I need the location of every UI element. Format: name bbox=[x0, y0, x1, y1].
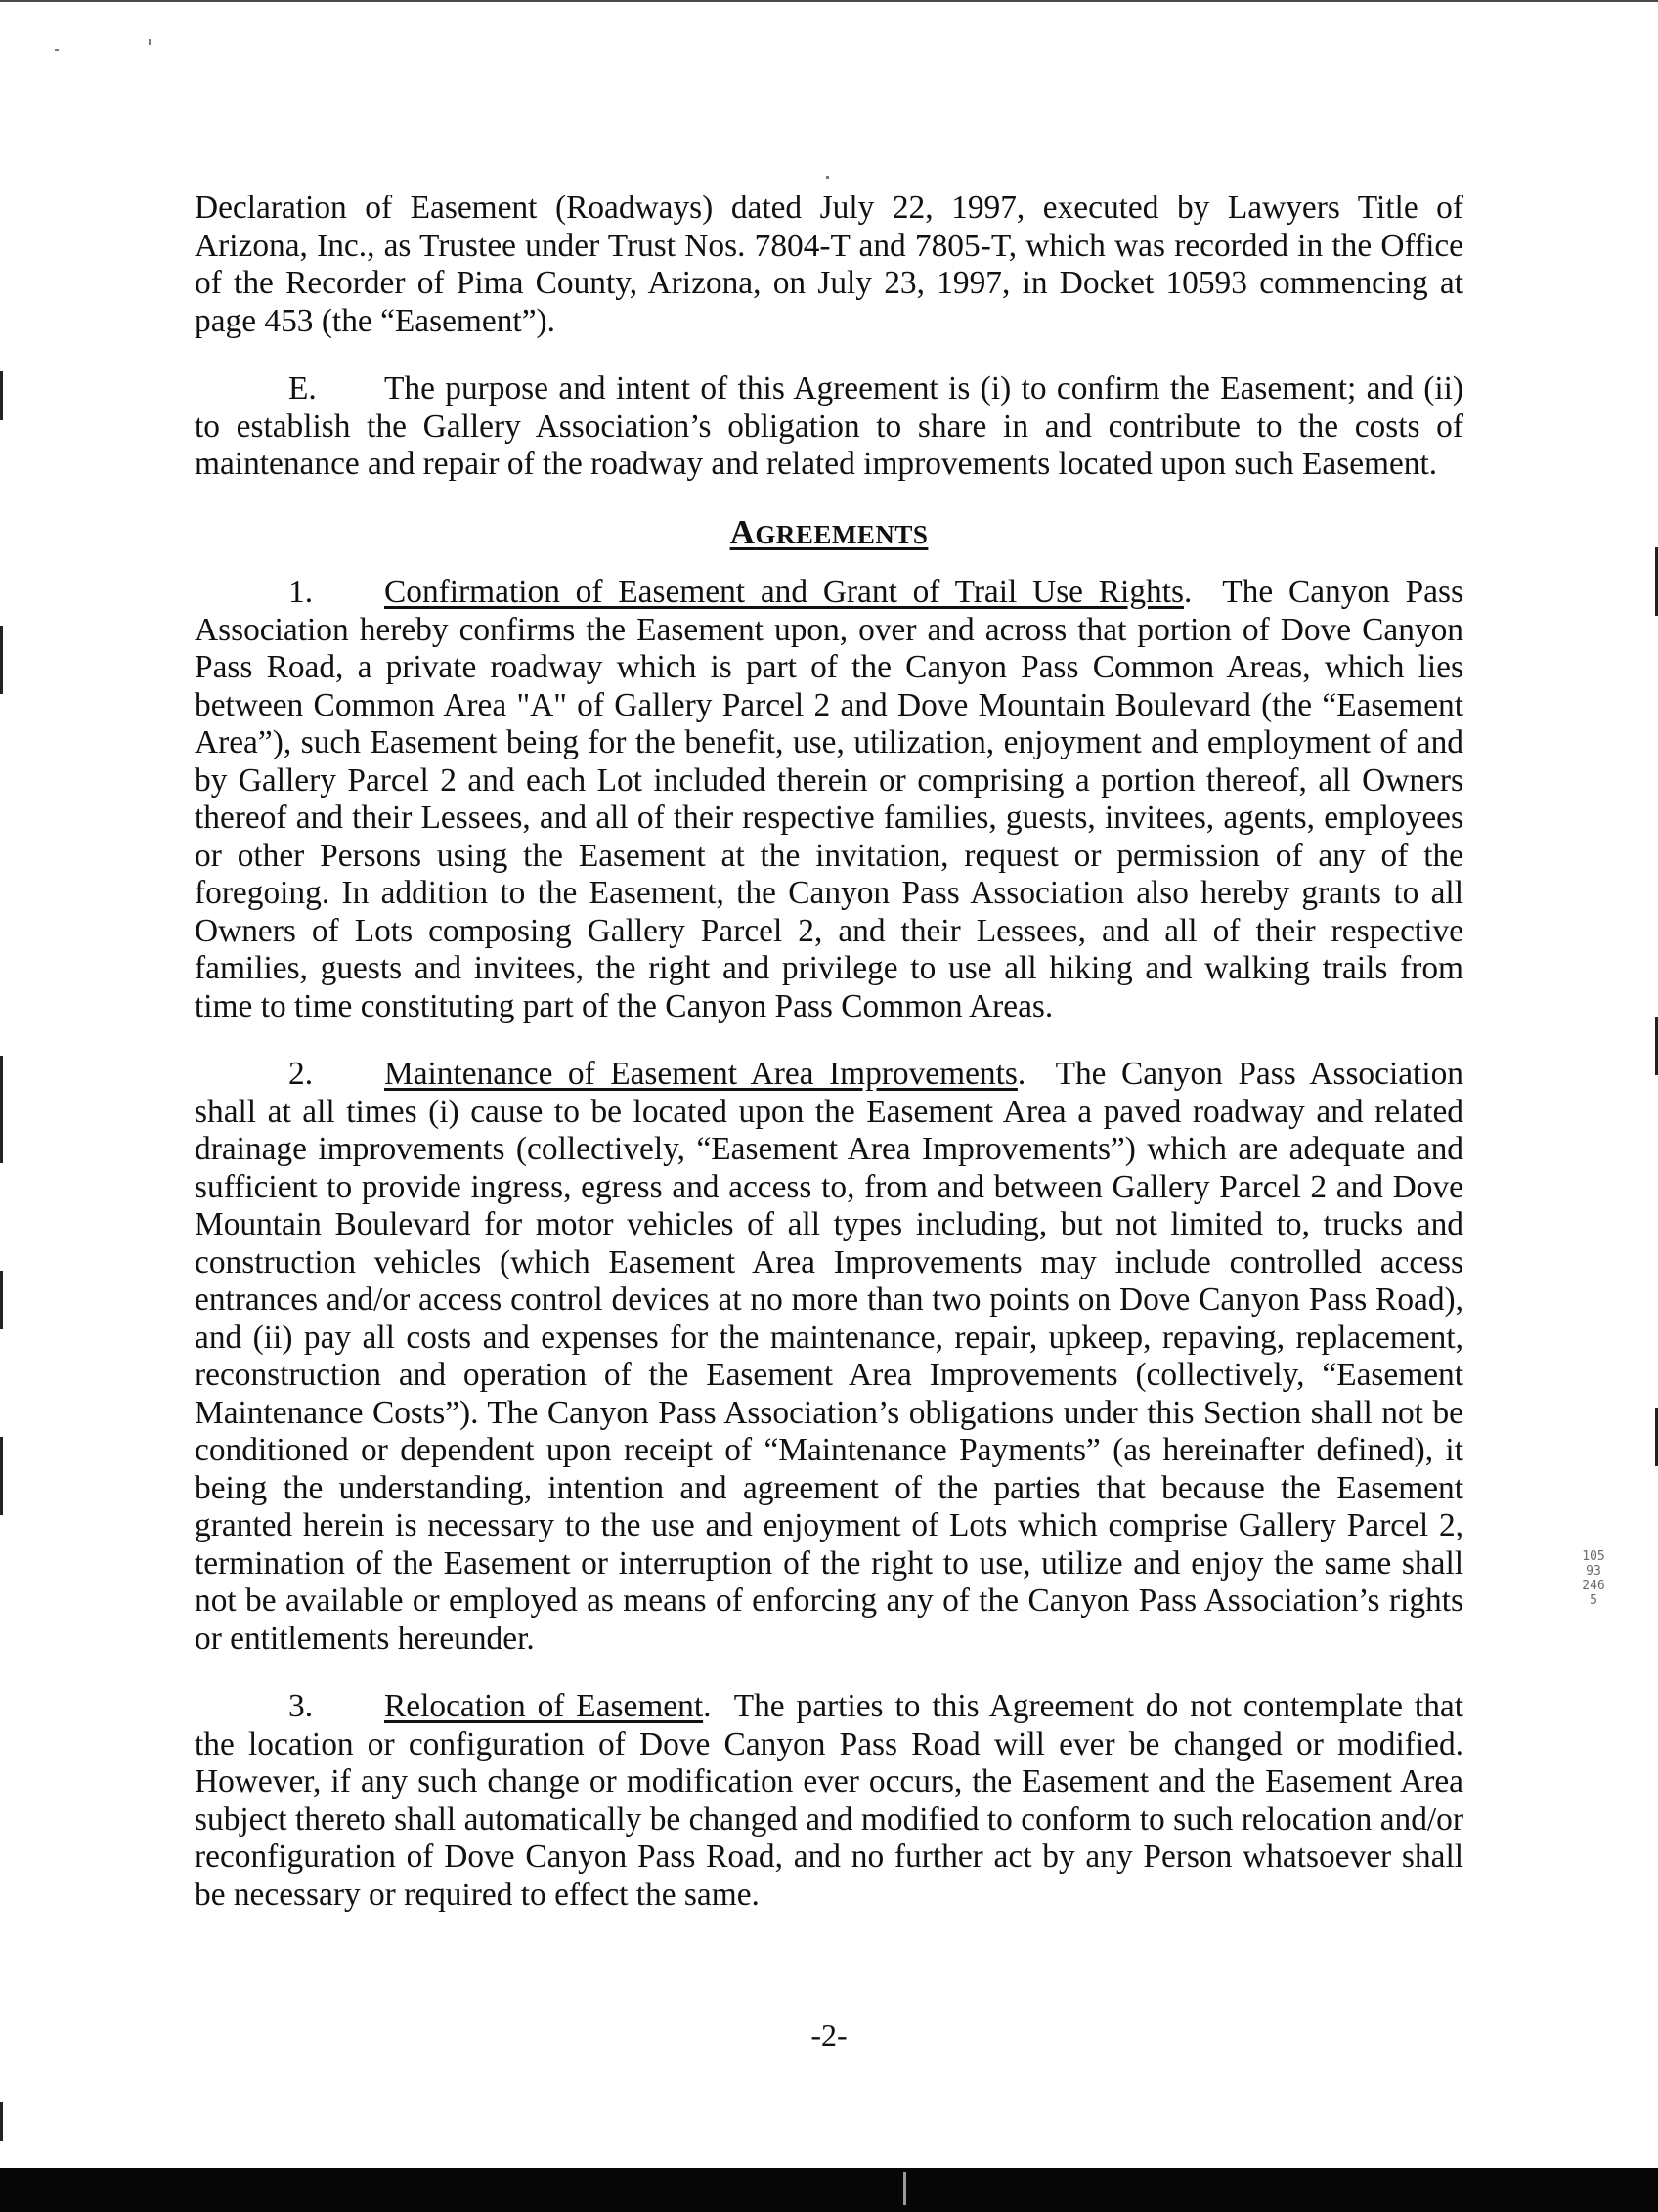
heading-rest: GREEMENTS bbox=[755, 519, 929, 549]
intro-text: Declaration of Easement (Roadways) dated July 22, 1997, executed by Lawyers Title of Arizona, Inc., as Trustee under Trust Nos. 7804-T and 7805-T, which was recorded in the Office of the Recorder of Pima County, Arizona, on July 23, 1997, in Docket 10593 commencing at page 453 (the “Easement”). bbox=[195, 190, 1463, 339]
section-2-text: The Canyon Pass Association shall at all times (i) cause to be located upon the Easement Area a paved roadway and related drainage improvements (collectively, “Easement Area Improvements”) which are adequate and sufficient to provide ingress, egress and access to, from and between Gallery Parcel 2 and Dove Mountain Boulevard for motor vehicles of all types including, but not limited to, trucks and construction vehicles (which Easement Area Improvements may include controlled access entrances and/or access control devices at no more than two points on Dove Canyon Pass Road), and (ii) pay all costs and expenses for the maintenance, repair, upkeep, repaving, replacement, reconstruction and operation of the Easement Area Improvements (collectively, “Easement Maintenance Costs”). The Canyon Pass Association’s obligations under this Section shall not be conditioned or dependent upon receipt of “Maintenance Payments” (as hereinafter defined), it being the understanding, intention and agreement of the parties that because the Easement granted herein is necessary to the use and enjoyment of Lots which comprise Gallery Parcel 2, termination of the Easement or interruption of the right to use, utilize and enjoy the same shall not be available or employed as means of enforcing any of the Canyon Pass Association’s rights or entitlements hereunder. bbox=[195, 1056, 1463, 1657]
heading-first-letter: A bbox=[729, 512, 756, 551]
section-1: 1. Confirmation of Easement and Grant of Trail Use Rights. The Canyon Pass Association hereby confirms the Easement upon, over and across that portion of Dove Canyon Pass Road, a private roadway which is part of the Canyon Pass Common Areas, which lies between Common Area "A" of Gallery Parcel 2 and Dove Mountain Boulevard (the “Easement Area”), such Easement being for the benefit, use, utilization, enjoyment and employment of and by Gallery Parcel 2 and each Lot included therein or comprising a portion thereof, all Owners thereof and their Lessees, and all of their respective families, guests, invitees, agents, employees or other Persons using the Easement at the invitation, request or permission of any of the foregoing. In addition to the Easement, the Canyon Pass Association also hereby grants to all Owners of Lots composing Gallery Parcel 2, and their Lessees, and all of their respective families, guests and invitees, the right and privilege to use all hiking and walking trails from time to time constituting part of the Canyon Pass Common Areas. bbox=[195, 574, 1463, 1024]
intro-paragraph bbox=[195, 190, 1463, 340]
recital-e bbox=[195, 370, 1463, 484]
section-3-number: 3. bbox=[288, 1688, 314, 1724]
recording-stamp: 10593 2465 bbox=[1582, 1549, 1605, 1608]
section-3-title: Relocation of Easement bbox=[384, 1688, 704, 1724]
section-3: 3. Relocation of Easement. The parties to this Agreement do not contemplate that the location or configuration of Dove Canyon Pass Road will ever be changed or modified. However, if any such change or modification ever occurs, the Easement and the Easement Area subject thereto shall automatically be changed and modified to conform to such relocation and/or reconfiguration of Dove Canyon Pass Road, and no further act by any Person whatsoever shall be necessary or required to effect the same. bbox=[195, 1688, 1463, 1913]
agreements-heading bbox=[195, 514, 1463, 554]
recital-e-label: E. bbox=[288, 370, 317, 407]
section-2-number: 2. bbox=[288, 1056, 314, 1092]
scan-speck bbox=[826, 176, 829, 179]
scan-top-edge bbox=[0, 0, 1658, 2]
recital-e-text: The purpose and intent of this Agreement is (i) to confirm the Easement; and (ii) to establish the Gallery Association’s obligation to share in and contribute to the costs of maintenance and repair of the roadway and related improvements located upon such Easement. bbox=[195, 370, 1463, 482]
scan-bottom-bar bbox=[0, 2168, 1658, 2212]
scan-bottom-tick bbox=[903, 2172, 906, 2205]
scan-speck bbox=[55, 49, 59, 51]
section-1-text: The Canyon Pass Association hereby confirms the Easement upon, over and across that portion of Dove Canyon Pass Road, a private roadway which is part of the Canyon Pass Common Areas, which lies between Common Area "A" of Gallery Parcel 2 and Dove Mountain Boulevard (the “Easement Area”), such Easement being for the benefit, use, utilization, enjoyment and employment of and by Gallery Parcel 2 and each Lot included therein or comprising a portion thereof, all Owners thereof and their Lessees, and all of their respective families, guests, invitees, agents, employees or other Persons using the Easement at the invitation, request or permission of any of the foregoing. In addition to the Easement, the Canyon Pass Association also hereby grants to all Owners of Lots composing Gallery Parcel 2, and their Lessees, and all of their respective families, guests and invitees, the right and privilege to use all hiking and walking trails from time to time constituting part of the Canyon Pass Common Areas. bbox=[195, 574, 1463, 1024]
scan-edge-mark bbox=[0, 371, 3, 420]
scan-speck bbox=[149, 39, 151, 45]
scan-edge-mark bbox=[0, 1056, 3, 1163]
section-1-title: Confirmation of Easement and Grant of Trail Use Rights bbox=[384, 574, 1184, 610]
section-2: 2. Maintenance of Easement Area Improvements. The Canyon Pass Association shall at all times (i) cause to be located upon the Easement Area a paved roadway and related drainage improvements (collectively, “Easement Area Improvements”) which are adequate and sufficient to provide ingress, egress and access to, from and between Gallery Parcel 2 and Dove Mountain Boulevard for motor vehicles of all types including, but not limited to, trucks and construction vehicles (which Easement Area Improvements may include controlled access entrances and/or access control devices at no more than two points on Dove Canyon Pass Road), and (ii) pay all costs and expenses for the maintenance, repair, upkeep, repaving, replacement, reconstruction and operation of the Easement Area Improvements (collectively, “Easement Maintenance Costs”). The Canyon Pass Association’s obligations under this Section shall not be conditioned or dependent upon receipt of “Maintenance Payments” (as hereinafter defined), it being the understanding, intention and agreement of the parties that because the Easement granted herein is necessary to the use and enjoyment of Lots which comprise Gallery Parcel 2, termination of the Easement or interruption of the right to use, utilize and enjoy the same shall not be available or employed as means of enforcing any of the Canyon Pass Association’s rights or entitlements hereunder. bbox=[195, 1056, 1463, 1657]
page-number: -2- bbox=[810, 2017, 848, 2053]
scan-edge-mark bbox=[0, 1437, 3, 1515]
scan-edge-mark bbox=[0, 1271, 3, 1329]
scan-edge-mark bbox=[0, 626, 3, 694]
section-3-text: The parties to this Agreement do not contemplate that the location or configuration of Dove Canyon Pass Road will ever be changed or modified. However, if any such change or modification ever occurs, the Easement and the Easement Area subject thereto shall automatically be changed and modified to conform to such relocation and/or reconfiguration of Dove Canyon Pass Road, and no further act by any Person whatsoever shall be necessary or required to effect the same. bbox=[195, 1688, 1463, 1913]
document-body bbox=[195, 190, 1463, 1944]
scan-edge-mark bbox=[0, 2102, 3, 2141]
section-1-number: 1. bbox=[288, 574, 314, 610]
section-2-title: Maintenance of Easement Area Improvements bbox=[384, 1056, 1018, 1092]
